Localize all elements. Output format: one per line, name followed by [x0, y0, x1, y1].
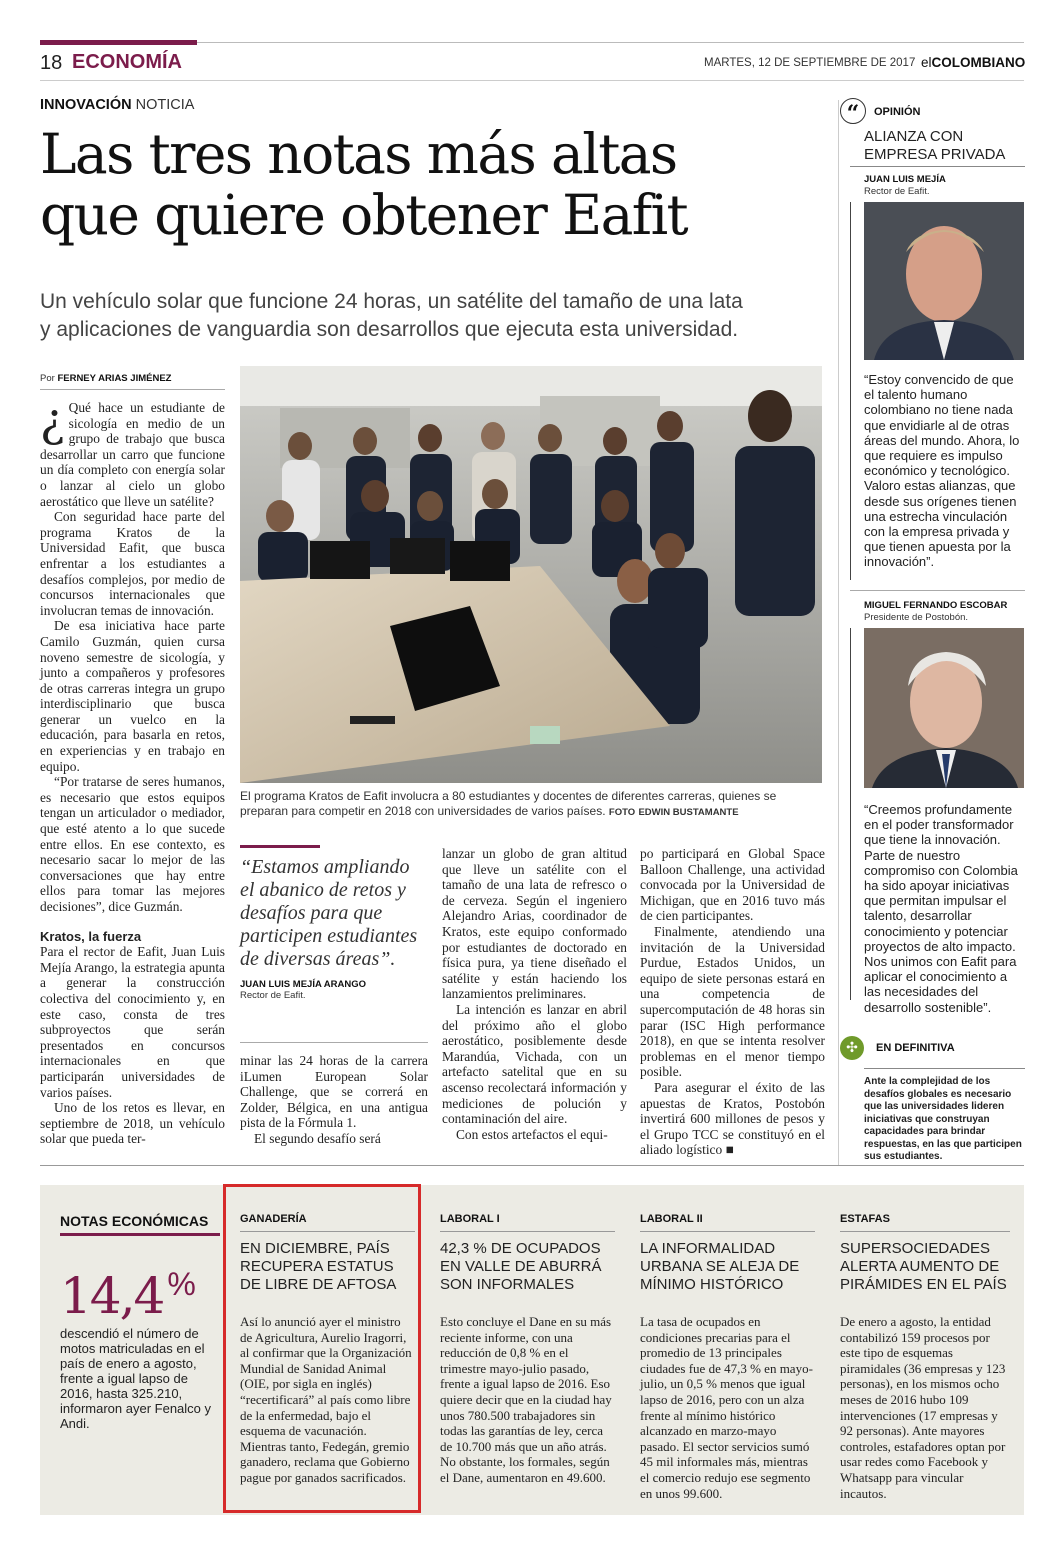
body-paragraph: Finalmente, atendiendo una invitación de la Universidad Purdue, Estados Unidos, un equipo de siete personas estará en una competencia de supercomputación de 48 horas sin parar (ISC High performance 2018), en que se intenta resolver problemas en el menor tiempo posible. — [640, 923, 825, 1080]
page-number: 18 — [40, 52, 63, 74]
article-dek — [40, 288, 840, 344]
opinion-title-rule — [850, 166, 1025, 167]
opinion-author-1-name: JUAN LUIS MEJÍA — [864, 174, 946, 185]
definitiva-label: EN DEFINITIVA — [876, 1042, 955, 1054]
dek-line-1: Un vehículo solar que funcione 24 horas, un satélite del tamaño de una lata — [40, 290, 743, 313]
note-estafas — [840, 1213, 1010, 1501]
note-laboral-1 — [440, 1213, 615, 1486]
masthead-accent-bar — [40, 40, 197, 45]
note-title: EN DICIEMBRE, PAÍS RECUPERA ESTATUS DE LIBRE DE AFTOSA — [240, 1240, 397, 1293]
stat-value: 14,4 — [60, 1267, 164, 1325]
note-body: La tasa de ocupados en condiciones precarias para el promedio de 13 principales ciudades fue de 47,3 % en mayo-julio, un 0,5 % menos que igual lapso de 2016, pero con un alza frente al mínimo histórico alcanzado en marzo-mayo pasado. El sector servicios sumó 45 mil informales más, mientras el comercio redujo ese segmento en unos 99.600. — [640, 1314, 813, 1501]
note-body: Así lo anunció ayer el ministro de Agricultura, Aurelio Iragorri, al confirmar que la Organización Mundial de Sanidad Animal (OIE, por sigla en inglés) “recertificará” al país como libre de la enfermedad, bajo el esquema de vacunación. Mientras tanto, Fedegán, gremio ganadero, reclama que Gobierno pague por ganados sacrificados. — [240, 1314, 412, 1485]
opinion-divider-2 — [850, 590, 1025, 591]
notes-label: NOTAS ECONÓMICAS — [60, 1213, 209, 1229]
article-column-3 — [442, 846, 627, 1142]
article-column-1 — [40, 393, 225, 1147]
avatar-author-1-illustration — [864, 202, 1024, 360]
note-rule — [440, 1231, 615, 1232]
opinion-author-2-name: MIGUEL FERNANDO ESCOBAR — [864, 600, 1008, 611]
stat-description: descendió el número de motos matriculadas en el país de enero a agosto, frente a igual lapso de 2016, hasta 325.210, informaron ayer Fenalco y Andi. — [60, 1326, 212, 1431]
note-laboral-2 — [640, 1213, 815, 1501]
definitiva-rule — [864, 1068, 1025, 1069]
photo-credit: EDWIN BUSTAMANTE — [638, 807, 739, 818]
avatar-author-1 — [864, 202, 1024, 360]
headline — [40, 124, 840, 246]
notes-stat — [60, 1266, 220, 1325]
opinion-quote-rule-2 — [850, 628, 851, 1000]
kicker-strong: INNOVACIÓN — [40, 97, 132, 113]
caption-text: El programa Kratos de Eafit involucra a 80 estudiantes y docentes de diferentes carreras, quienes se preparan para competir en 2018 con universidades de varios países. — [240, 789, 777, 818]
photo-illustration — [240, 366, 822, 783]
subhead: Kratos, la fuerza — [40, 928, 142, 944]
lead-text: Qué hace un estudiante de sicología en medio de un grupo de trabajo que busca desarrollar un carro que funcione un día completo con energía solar o lanzar al cielo un globo aerostático que lleve un satélite? — [40, 400, 225, 509]
note-title: 42,3 % DE OCUPADOS EN VALLE DE ABURRÁ SON INFORMALES — [440, 1240, 602, 1293]
body-paragraph: Para el rector de Eafit, Juan Luis Mejía Arango, la estrategia apunta a generar la construcción colectiva del conocimiento y, en este caso, consta de tres subproyectos que serán presentados en concursos internacionales en que participarán universidades de varios países. — [40, 944, 225, 1100]
photo-caption — [240, 789, 824, 820]
body-paragraph: lanzar un globo de gran altitud que lleve un satélite con el tamaño de una lata de refresco o de cerveza. Según el ingeniero Alejandro Arias, coordinador de Kratos, este equipo conformado por estudiantes de doctorado en física pura, ya tiene diseñado el satélite y están haciendo los lanzamientos preliminares. — [442, 846, 627, 1002]
note-kicker: ESTAFAS — [840, 1213, 890, 1225]
stat-unit: % — [167, 1266, 196, 1302]
body-paragraph: Con estos artefactos el equi- — [456, 1126, 608, 1142]
note-rule — [840, 1231, 1010, 1232]
body-paragraph: Uno de los retos es llevar, en septiembre de 2018, un vehículo solar que pueda ter- — [40, 1100, 225, 1147]
note-body: Esto concluye el Dane en su más reciente informe, con una reducción de 0,8 % en el trimestre mayo-julio pasado, frente a igual lapso de 2016. Eso quiere decir que en la ciudad hay unos 780.500 trabajadores sin todas las garantías de ley, cerca de 10.700 más que un año atrás. No obstante, los formales, según el Dane, aumentaron en 49.600. — [440, 1314, 612, 1485]
opinion-quote-rule-1 — [850, 202, 851, 580]
end-mark: ■ — [725, 1142, 734, 1158]
byline-prefix: Por — [40, 373, 55, 384]
pullquote-accent — [240, 845, 320, 848]
body-paragraph: Con seguridad hace parte del programa Kratos de la Universidad Eafit, que busca enfrentar a los estudiantes a desafíos complejos, por medio de concursos internacionales que involucran temas de innovación. — [40, 509, 225, 618]
opinion-text-2: “Creemos profundamente en el poder transformador que tiene la innovación. Parte de nuestro compromiso con Colombia ha sido apoyar iniciativas que permitan impulsar el talento, desarrollar conocimiento y potenciar proyectos de alto impacto. Nos unimos con Eafit para aplicar el conocimiento a las necesidades del desarrollo sostenible”. — [864, 802, 1018, 1015]
quote-icon: “ — [846, 101, 860, 127]
quote-icon-badge — [840, 98, 866, 127]
pullquote-rule — [240, 1042, 428, 1043]
section-divider — [40, 1165, 1024, 1166]
closing-text: Para asegurar el éxito de las apuestas de Kratos, Postobón invertirá 600 millones de pesos y el Grupo TCC se constituyó en el aliado logístico — [640, 1079, 825, 1158]
body-paragraph: po participará en Global Space Balloon Challenge, una actividad convocada por la Universidad de Michigan, que en 2016 tuvo más de cien participantes. — [640, 846, 825, 924]
drop-cap: ¿ — [40, 393, 65, 447]
opinion-author-2-role: Presidente de Postobón. — [864, 612, 969, 623]
article-kicker — [40, 97, 194, 113]
note-body: De enero a agosto, la entidad contabilizó 159 procesos por este tipo de esquemas piramidales (36 empresas y 123 personas), en los mismos ocho meses de 2016 hubo 109 intervenciones (17 empresas y 92 personas). Ante mayores controles, estafadores optan por usar redes como Facebook y Whatsapp para vincular incautos. — [840, 1314, 1006, 1501]
section-title: ECONOMÍA — [72, 51, 182, 73]
notes-label-underline — [60, 1233, 220, 1236]
definitiva-text: Ante la complejidad de los desafíos globales es necesario que las universidades lideren iniciativas que construyan capacidades para brindar respuestas, en las que participen sus estudiantes. — [864, 1076, 1022, 1162]
definitiva-icon: ✣ — [840, 1036, 864, 1060]
byline — [40, 373, 171, 384]
brand-name: COLOMBIANO — [931, 55, 1026, 70]
issue-date: MARTES, 12 DE SEPTIEMBRE DE 2017 — [704, 57, 916, 69]
lead-paragraph — [40, 393, 225, 509]
note-title: LA INFORMALIDAD URBANA SE ALEJA DE MÍNIMO HISTÓRICO — [640, 1240, 800, 1293]
body-paragraph: De esa iniciativa hace parte Camilo Guzmán, quien cursa noveno semestre de sicología, y junto a compañeros y profesores de otras carreras integra un grupo interdisciplinario que busca generar un vuelco en la educación, para basarla en retos, en experiencias y en trabajo en equipo. — [40, 618, 225, 774]
masthead-bottom-rule — [40, 80, 1024, 81]
pullquote-text: “Estamos ampliando el abanico de retos y desafíos para que participen estudiantes de diversas áreas”. — [240, 856, 418, 970]
byline-name: FERNEY ARIAS JIMÉNEZ — [57, 373, 172, 384]
brand-logo — [921, 55, 1025, 70]
body-paragraph: “Por tratarse de seres humanos, es necesario que estos equipos tengan un articulador o mediador, que esté atento a lo que sucede entre ellos. En ese contexto, es necesario sacar lo mejor de las conversaciones que hay entre ellos para tomar las mejores decisiones”, dice Guzmán. — [40, 774, 225, 914]
avatar-author-2 — [864, 628, 1024, 788]
pullquote-role: Rector de Eafit. — [240, 990, 306, 1001]
note-ganaderia — [240, 1213, 415, 1486]
headline-line-1: Las tres notas más altas — [40, 122, 677, 186]
headline-line-2: que quiere obtener Eafit — [40, 183, 688, 247]
note-rule — [240, 1231, 415, 1232]
byline-rule — [40, 389, 225, 390]
kicker-light: NOTICIA — [135, 97, 195, 113]
note-kicker: GANADERÍA — [240, 1213, 307, 1225]
note-kicker: LABORAL II — [640, 1213, 703, 1225]
body-paragraph: minar las 24 horas de la carrera iLumen European Solar Challenge, que se correrá en Zolder, Bélgica, en una antigua pista de la Fórmula 1. — [240, 1053, 428, 1131]
photo-credit-label: FOTO — [608, 807, 636, 818]
note-kicker: LABORAL I — [440, 1213, 500, 1225]
article-photo — [240, 366, 822, 783]
opinion-text-1: “Estoy convencido de que el talento humano colombiano no tiene nada que envidiarle al de otras áreas del mundo. Ahora, lo que requiere es impulso económico y tecnológico. Valoro estas alianzas, que desde sus orígenes tienen una estrecha vinculación con la empresa privada y que tienen apuesta por la innovación”. — [864, 372, 1020, 570]
opinion-label: OPINIÓN — [874, 106, 921, 118]
body-paragraph: El segundo desafío será — [254, 1130, 381, 1146]
opinion-divider — [838, 100, 839, 1165]
pullquote-name: JUAN LUIS MEJÍA ARANGO — [240, 979, 366, 990]
opinion-title: ALIANZA CON EMPRESA PRIVADA — [864, 128, 1006, 163]
masthead-rule — [197, 42, 1024, 43]
note-title: SUPERSOCIEDADES ALERTA AUMENTO DE PIRÁMIDES EN EL PAÍS — [840, 1240, 1007, 1293]
note-rule — [640, 1231, 815, 1232]
article-column-2 — [240, 1053, 428, 1147]
body-paragraph — [640, 1080, 825, 1158]
avatar-author-2-illustration — [864, 628, 1024, 788]
body-paragraph: La intención es lanzar en abril del próximo año el globo aerostático, posiblemente desde Marandúa, Vichada, con un artefacto satelital que en su ascenso recolectará información y mediciones de polución y contaminación del aire. — [442, 1001, 627, 1127]
dek-line-2: y aplicaciones de vanguardia son desarrollos que ejecuta esta universidad. — [40, 318, 739, 341]
brand-prefix: el — [921, 55, 932, 70]
pullquote — [240, 856, 428, 1001]
opinion-author-1-role: Rector de Eafit. — [864, 186, 930, 197]
article-column-4 — [640, 846, 825, 1158]
